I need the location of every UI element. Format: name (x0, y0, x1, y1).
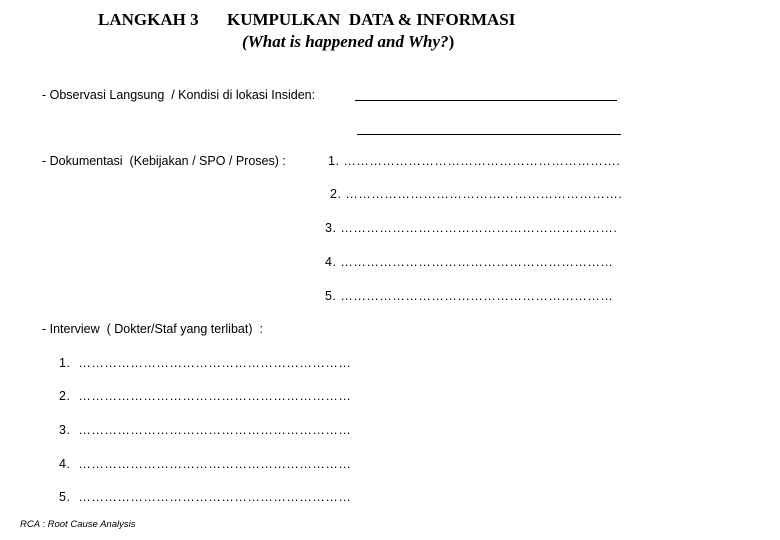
page-subtitle (242, 32, 454, 52)
subtitle-text: (What is happened and Why? (242, 32, 449, 51)
step-label: LANGKAH 3 (98, 10, 199, 29)
observasi-answer-line-1[interactable] (355, 100, 617, 101)
subtitle-close-paren: ) (448, 32, 455, 51)
interview-item-1[interactable]: 1. ……………………………………………………… (59, 356, 352, 370)
observasi-answer-line-2[interactable] (357, 134, 621, 135)
dokumentasi-item-4[interactable]: 4. ……………………………………………………… (325, 255, 614, 269)
interview-item-4[interactable]: 4. ……………………………………………………… (59, 457, 352, 471)
footer-note: RCA : Root Cause Analysis (20, 519, 136, 530)
dokumentasi-item-2[interactable]: 2. ………………………………………………………. (330, 187, 623, 201)
dokumentasi-item-5[interactable]: 5. ……………………………………………………… (325, 289, 614, 303)
dokumentasi-label: - Dokumentasi (Kebijakan / SPO / Proses) : (42, 154, 286, 168)
observasi-label: - Observasi Langsung / Kondisi di lokasi Insiden: (42, 88, 316, 102)
interview-label: - Interview ( Dokter/Staf yang terlibat) : (42, 322, 263, 336)
dokumentasi-item-3[interactable]: 3. ………………………………………………………. (325, 221, 618, 235)
step-title: KUMPULKAN DATA & INFORMASI (227, 10, 516, 29)
dokumentasi-item-1[interactable]: 1. ………………………………………………………. (328, 154, 621, 168)
page-title (98, 10, 515, 30)
interview-item-5[interactable]: 5. ……………………………………………………… (59, 490, 352, 504)
interview-item-3[interactable]: 3. ……………………………………………………… (59, 423, 352, 437)
interview-item-2[interactable]: 2. ……………………………………………………… (59, 389, 352, 403)
